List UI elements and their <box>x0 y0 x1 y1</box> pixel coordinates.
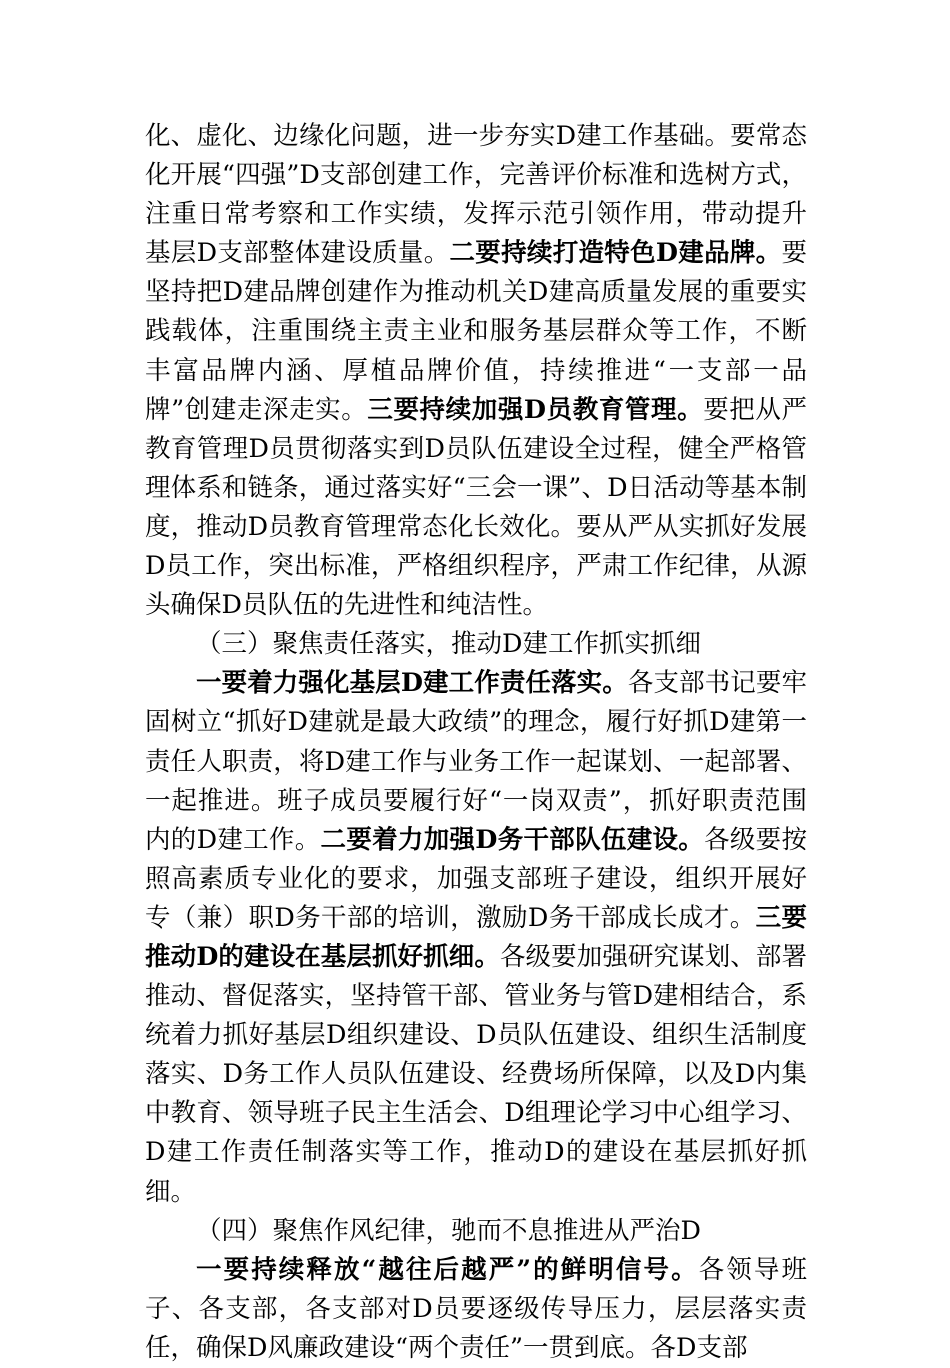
document-page <box>145 117 807 1368</box>
bold-point: 一要着力强化基层D建工作责任落实。 <box>196 668 628 699</box>
paragraph-1 <box>145 117 807 625</box>
text-run: 要坚持把D建品牌创建作为推动机关D建高质量发展的重要实践载体，注重围绕主责主业和服务基层群众等工作，不断丰富品牌内涵、厚植品牌价值，持续推进“一支部一品牌”创建走深走实。 <box>145 238 807 425</box>
bold-point: 三要持续加强D员教育管理。 <box>367 394 704 425</box>
bold-point: 二要着力加强D务干部队伍建设。 <box>320 824 705 855</box>
text-run: 要把从严教育管理D员贯彻落实到D员队伍建设全过程，健全严格管理体系和链条，通过落实好“三会一课”、D日活动等基本制度，推动D员教育管理常态化长效化。要从严从实抓好发展D员工作，突出标准，严格组织程序，严肃工作纪律，从源头确保D员队伍的先进性和纯洁性。 <box>145 394 807 621</box>
text-run: 各级要按照高素质专业化的要求，加强支部班子建设，组织开展好专（兼）职D务干部的培训，激励D务干部成长成才。 <box>145 824 807 933</box>
heading-text: （四）聚焦作风纪律，驰而不息推进从严治D <box>196 1215 701 1246</box>
paragraph-2 <box>145 664 807 1211</box>
text-run: 各支部书记要牢固树立“抓好D建就是最大政绩”的理念，履行好抓D建第一责任人职责，将D建工作与业务工作一起谋划、一起部署、一起推进。班子成员要履行好“一岗双责”，抓好职责范围内的D建工作。 <box>145 668 807 855</box>
heading-text: （三）聚焦责任落实，推动D建工作抓实抓细 <box>196 629 701 660</box>
text-run: 各领导班子、各支部，各支部对D员要逐级传导压力，层层落实责任，确保D风廉政建设“两个责任”一贯到底。各D支部 <box>145 1254 807 1363</box>
bold-point: 一要持续释放“越往后越严”的鲜明信号。 <box>196 1254 699 1285</box>
text-run: 化、虚化、边缘化问题，进一步夯实D建工作基础。要常态化开展“四强”D支部创建工作，完善评价标准和选树方式，注重日常考察和工作实绩，发挥示范引领作用，带动提升基层D支部整体建设质量。 <box>145 121 807 269</box>
section-heading-3 <box>145 625 807 664</box>
bold-point: 三要推动D的建设在基层抓好抓细。 <box>145 902 807 972</box>
bold-point: 二要持续打造特色D建品牌。 <box>449 238 782 269</box>
paragraph-3 <box>145 1251 807 1368</box>
text-run: 各级要加强研究谋划、部署推动、督促落实，坚持管干部、管业务与管D建相结合，系统着力抓好基层D组织建设、D员队伍建设、组织生活制度落实、D务工作人员队伍建设、经费场所保障，以及D内集中教育、领导班子民主生活会、D组理论学习中心组学习、D建工作责任制落实等工作，推动D的建设在基层抓好抓细。 <box>145 941 807 1207</box>
section-heading-4 <box>145 1212 807 1251</box>
